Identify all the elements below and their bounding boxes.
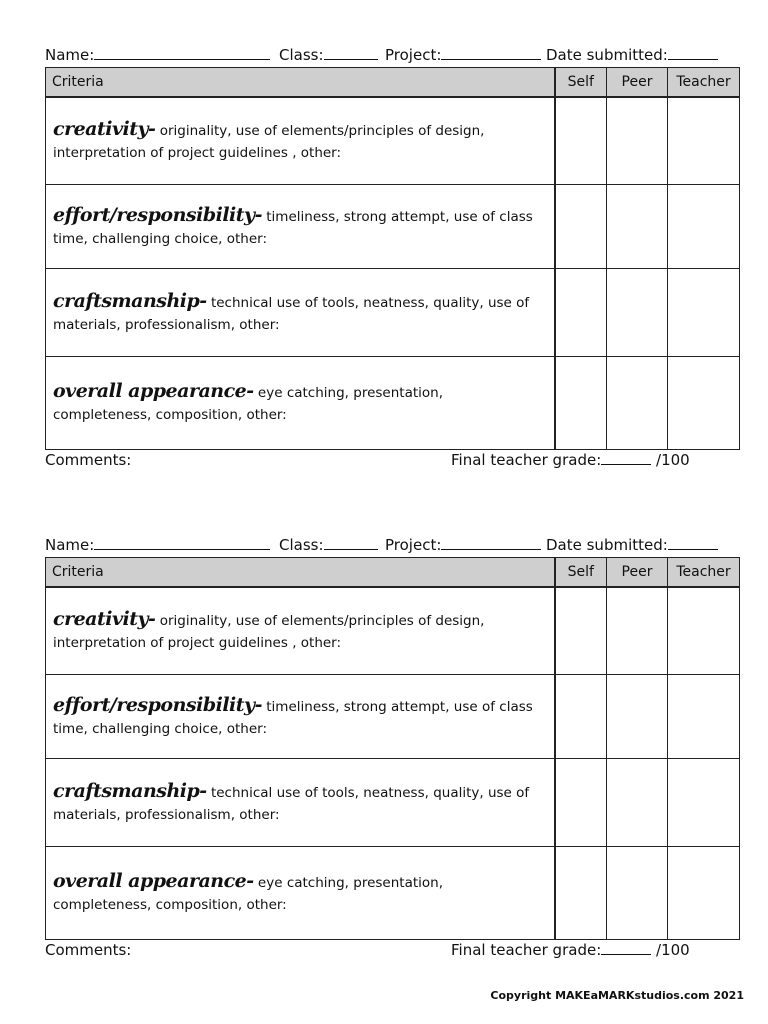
table-row-creativity bbox=[46, 97, 740, 185]
teacher-score-cell[interactable] bbox=[668, 97, 740, 185]
peer-score-cell[interactable] bbox=[607, 847, 668, 940]
comments-label: Comments: bbox=[45, 451, 132, 469]
criteria-term: overall appearance- bbox=[53, 870, 254, 892]
final-grade-blank[interactable] bbox=[601, 450, 651, 465]
criteria-cell bbox=[46, 587, 555, 675]
table-header-row bbox=[46, 68, 740, 98]
peer-score-cell[interactable] bbox=[607, 185, 668, 269]
criteria-cell bbox=[46, 759, 555, 847]
criteria-term: creativity- bbox=[53, 608, 156, 630]
self-header: Self bbox=[555, 558, 607, 588]
criteria-header: Criteria bbox=[46, 68, 555, 98]
final-grade-label: Final teacher grade: bbox=[451, 451, 602, 469]
rubric-footer bbox=[45, 940, 739, 960]
table-row-overall-appearance bbox=[46, 847, 740, 940]
class-field[interactable] bbox=[279, 534, 378, 556]
criteria-term: craftsmanship- bbox=[53, 779, 207, 802]
class-blank[interactable] bbox=[324, 45, 378, 60]
self-header: Self bbox=[555, 68, 607, 98]
date-submitted-label: Date submitted: bbox=[546, 536, 668, 554]
criteria-description: eye catching, presentation, completeness, composition, other: bbox=[53, 385, 443, 423]
student-info-line bbox=[45, 44, 739, 66]
peer-score-cell[interactable] bbox=[607, 587, 668, 675]
self-score-cell[interactable] bbox=[555, 185, 607, 269]
self-score-cell[interactable] bbox=[555, 269, 607, 357]
teacher-score-cell[interactable] bbox=[668, 185, 740, 269]
name-blank[interactable] bbox=[94, 535, 270, 550]
table-row-effort bbox=[46, 675, 740, 759]
class-label: Class: bbox=[279, 46, 324, 64]
criteria-cell bbox=[46, 97, 555, 185]
name-label: Name: bbox=[45, 536, 95, 554]
criteria-cell bbox=[46, 269, 555, 357]
criteria-description: originality, use of elements/principles of design, interpretation of project guidelines , other: bbox=[53, 123, 485, 161]
name-blank[interactable] bbox=[94, 45, 270, 60]
criteria-cell bbox=[46, 185, 555, 269]
rubric-table bbox=[45, 557, 740, 940]
class-blank[interactable] bbox=[324, 535, 378, 550]
teacher-score-cell[interactable] bbox=[668, 847, 740, 940]
date-submitted-field[interactable] bbox=[546, 534, 718, 556]
teacher-header: Teacher bbox=[668, 68, 740, 98]
final-grade-blank[interactable] bbox=[601, 940, 651, 955]
criteria-description: technical use of tools, neatness, quality, use of materials, professionalism, other: bbox=[53, 784, 530, 823]
project-blank[interactable] bbox=[441, 45, 541, 60]
final-grade-field[interactable] bbox=[451, 450, 690, 470]
self-score-cell[interactable] bbox=[555, 587, 607, 675]
final-grade-out-of: /100 bbox=[651, 451, 690, 469]
criteria-header: Criteria bbox=[46, 558, 555, 588]
peer-score-cell[interactable] bbox=[607, 759, 668, 847]
criteria-description: timeliness, strong attempt, use of class time, challenging choice, other: bbox=[53, 698, 533, 737]
final-grade-field[interactable] bbox=[451, 940, 690, 960]
criteria-term: overall appearance- bbox=[53, 380, 254, 402]
teacher-score-cell[interactable] bbox=[668, 357, 740, 450]
student-info-line bbox=[45, 534, 739, 556]
class-label: Class: bbox=[279, 536, 324, 554]
final-grade-out-of: /100 bbox=[651, 941, 690, 959]
self-score-cell[interactable] bbox=[555, 847, 607, 940]
project-label: Project: bbox=[385, 536, 442, 554]
date-submitted-field[interactable] bbox=[546, 44, 718, 66]
name-label: Name: bbox=[45, 46, 95, 64]
criteria-term: effort/responsibility- bbox=[53, 693, 262, 716]
table-row-overall-appearance bbox=[46, 357, 740, 450]
peer-header: Peer bbox=[607, 558, 668, 588]
date-submitted-blank[interactable] bbox=[668, 45, 718, 60]
peer-score-cell[interactable] bbox=[607, 97, 668, 185]
teacher-header: Teacher bbox=[668, 558, 740, 588]
teacher-score-cell[interactable] bbox=[668, 587, 740, 675]
project-label: Project: bbox=[385, 46, 442, 64]
peer-score-cell[interactable] bbox=[607, 675, 668, 759]
project-blank[interactable] bbox=[441, 535, 541, 550]
criteria-term: craftsmanship- bbox=[53, 289, 207, 312]
criteria-description: originality, use of elements/principles of design, interpretation of project guidelines , other: bbox=[53, 613, 485, 651]
self-score-cell[interactable] bbox=[555, 97, 607, 185]
table-row-effort bbox=[46, 185, 740, 269]
teacher-score-cell[interactable] bbox=[668, 269, 740, 357]
criteria-term: creativity- bbox=[53, 118, 156, 140]
teacher-score-cell[interactable] bbox=[668, 759, 740, 847]
project-field[interactable] bbox=[385, 44, 541, 66]
self-score-cell[interactable] bbox=[555, 759, 607, 847]
rubric-footer bbox=[45, 450, 739, 470]
criteria-description: eye catching, presentation, completeness, composition, other: bbox=[53, 875, 443, 913]
teacher-score-cell[interactable] bbox=[668, 675, 740, 759]
name-field[interactable] bbox=[45, 534, 270, 556]
date-submitted-label: Date submitted: bbox=[546, 46, 668, 64]
table-header-row bbox=[46, 558, 740, 588]
criteria-description: technical use of tools, neatness, quality, use of materials, professionalism, other: bbox=[53, 294, 530, 333]
criteria-term: effort/responsibility- bbox=[53, 203, 262, 226]
peer-header: Peer bbox=[607, 68, 668, 98]
final-grade-label: Final teacher grade: bbox=[451, 941, 602, 959]
peer-score-cell[interactable] bbox=[607, 357, 668, 450]
rubric-table bbox=[45, 67, 740, 450]
self-score-cell[interactable] bbox=[555, 357, 607, 450]
copyright-notice: Copyright MAKEaMARKstudios.com 2021 bbox=[490, 989, 744, 1002]
criteria-cell bbox=[46, 675, 555, 759]
date-submitted-blank[interactable] bbox=[668, 535, 718, 550]
comments-label: Comments: bbox=[45, 941, 132, 959]
table-row-craftsmanship bbox=[46, 759, 740, 847]
table-row-craftsmanship bbox=[46, 269, 740, 357]
peer-score-cell[interactable] bbox=[607, 269, 668, 357]
class-field[interactable] bbox=[279, 44, 378, 66]
criteria-cell bbox=[46, 357, 555, 450]
criteria-description: timeliness, strong attempt, use of class time, challenging choice, other: bbox=[53, 208, 533, 247]
rubric-2 bbox=[45, 534, 739, 960]
rubric-1 bbox=[45, 44, 739, 470]
self-score-cell[interactable] bbox=[555, 675, 607, 759]
criteria-cell bbox=[46, 847, 555, 940]
project-field[interactable] bbox=[385, 534, 541, 556]
table-row-creativity bbox=[46, 587, 740, 675]
name-field[interactable] bbox=[45, 44, 270, 66]
